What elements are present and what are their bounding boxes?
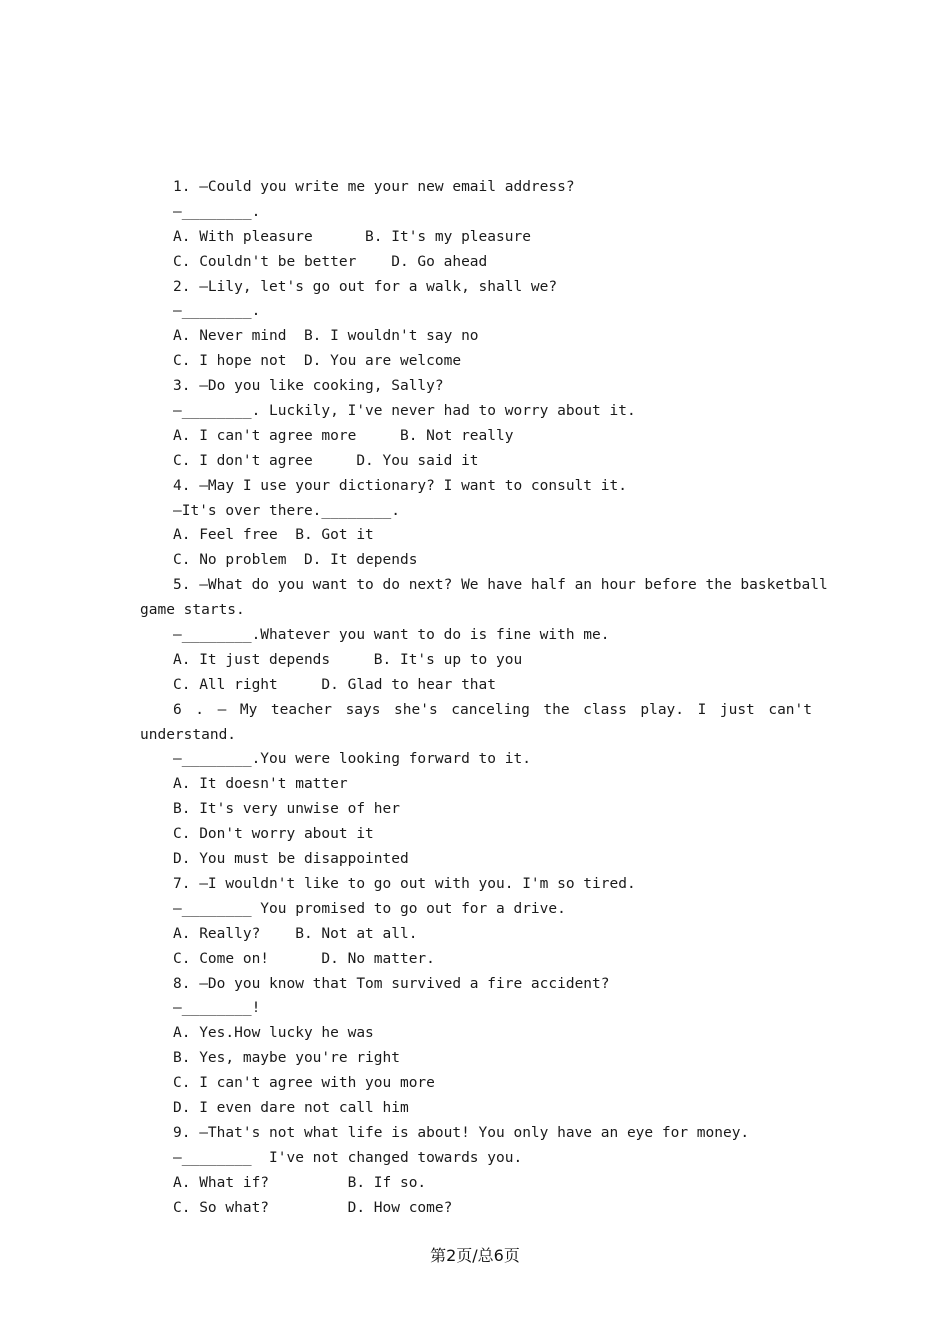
question-8-text: 8. —Do you know that Tom survived a fire accident? bbox=[173, 975, 610, 992]
question-5-text-continued: game starts. bbox=[140, 602, 245, 619]
question-8-option-c: C. I can't agree with you more bbox=[173, 1075, 435, 1092]
question-8-option-d: D. I even dare not call him bbox=[173, 1099, 409, 1116]
question-7-options-ab: A. Really? B. Not at all. bbox=[173, 925, 418, 942]
question-9-options-cd: C. So what? D. How come? bbox=[173, 1199, 453, 1216]
question-1-answer-blank: —________. bbox=[173, 203, 261, 220]
question-3-options-ab: A. I can't agree more B. Not really bbox=[173, 427, 514, 444]
question-6-option-d: D. You must be disappointed bbox=[173, 851, 409, 868]
question-4-options-cd: C. No problem D. It depends bbox=[173, 552, 418, 569]
question-6-option-a: A. It doesn't matter bbox=[173, 776, 348, 793]
question-2-options-ab: A. Never mind B. I wouldn't say no bbox=[173, 328, 479, 345]
question-4-answer-blank: —It's over there.________. bbox=[173, 502, 400, 519]
question-1-text: 1. —Could you write me your new email address? bbox=[173, 179, 575, 195]
question-2-options-cd: C. I hope not D. You are welcome bbox=[173, 353, 462, 370]
question-1-options-ab: A. With pleasure B. It's my pleasure bbox=[173, 228, 531, 245]
question-6-text: 6 . — My teacher says she's canceling the class play. I just can't bbox=[173, 701, 812, 718]
question-7-answer-blank: —________ You promised to go out for a drive. bbox=[173, 900, 566, 917]
question-7-options-cd: C. Come on! D. No matter. bbox=[173, 950, 435, 967]
question-4-text: 4. —May I use your dictionary? I want to consult it. bbox=[173, 477, 627, 494]
question-8-option-b: B. Yes, maybe you're right bbox=[173, 1050, 400, 1067]
question-list bbox=[140, 175, 828, 1220]
question-8-answer-blank: —________! bbox=[173, 1000, 261, 1017]
question-2-answer-blank: —________. bbox=[173, 303, 261, 320]
question-6-text-continued: understand. bbox=[140, 726, 237, 743]
question-2-text: 2. —Lily, let's go out for a walk, shall we? bbox=[173, 278, 558, 295]
question-5-options-ab: A. It just depends B. It's up to you bbox=[173, 651, 523, 668]
question-3-text: 3. —Do you like cooking, Sally? bbox=[173, 378, 444, 395]
question-5-text: 5. —What do you want to do next? We have half an hour before the basketball bbox=[173, 577, 828, 594]
question-3-options-cd: C. I don't agree D. You said it bbox=[173, 452, 479, 469]
question-1-options-cd: C. Couldn't be better D. Go ahead bbox=[173, 253, 488, 270]
question-9-answer-blank: —________ I've not changed towards you. bbox=[173, 1149, 523, 1166]
question-5-options-cd: C. All right D. Glad to hear that bbox=[173, 676, 497, 693]
question-6-option-c: C. Don't worry about it bbox=[173, 826, 374, 843]
page-number-footer: 第2页/总6页 bbox=[430, 1246, 520, 1265]
question-7-text: 7. —I wouldn't like to go out with you. I'm so tired. bbox=[173, 875, 636, 892]
question-9-text: 9. —That's not what life is about! You only have an eye for money. bbox=[173, 1124, 750, 1141]
question-5-answer-blank: —________.Whatever you want to do is fine with me. bbox=[173, 627, 610, 644]
question-9-options-ab: A. What if? B. If so. bbox=[173, 1174, 427, 1191]
question-6-answer-blank: —________.You were looking forward to it. bbox=[173, 751, 531, 768]
question-6-option-b: B. It's very unwise of her bbox=[173, 801, 400, 818]
question-8-option-a: A. Yes.How lucky he was bbox=[173, 1025, 374, 1042]
question-3-answer-blank: —________. Luckily, I've never had to worry about it. bbox=[173, 403, 636, 420]
question-4-options-ab: A. Feel free B. Got it bbox=[173, 527, 374, 544]
